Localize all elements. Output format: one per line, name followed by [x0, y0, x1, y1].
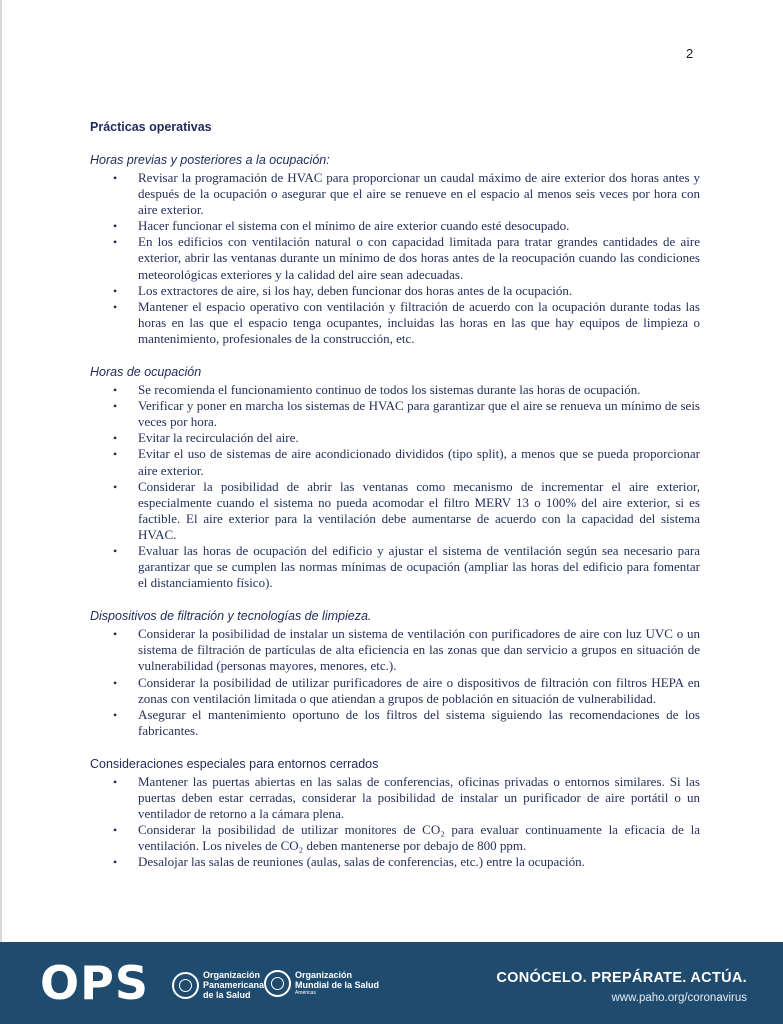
bullet-icon: •: [113, 447, 118, 462]
bullet-icon: •: [113, 855, 118, 870]
list-item: • Evaluar las horas de ocupación del edificio y ajustar el sistema de ventilación según sea necesario para garantizar que se cumplen las normas mínimas de ocupación (ampliar las horas del edificio para fomentar el distanciamiento físico).: [113, 542, 700, 591]
footer-banner: [0, 942, 783, 1024]
page-number: 2: [686, 46, 694, 61]
page-edge: [0, 0, 2, 942]
website-link[interactable]: www.paho.org/coronavirus: [611, 992, 747, 1004]
list-item: • Se recomienda el funcionamiento continuo de todos los sistemas durante las horas de ocupación.: [113, 382, 641, 398]
bullet-list: [90, 626, 700, 739]
campaign-slogan: CONÓCELO. PREPÁRATE. ACTÚA.: [496, 970, 747, 986]
subsection-heading: Consideraciones especiales para entornos cerrados: [90, 756, 379, 771]
section-pre-post-occupancy: [90, 153, 700, 347]
list-item: • Verificar y poner en marcha los sistemas de HVAC para garantizar que el aire se renueva un mínimo de seis veces por hora.: [113, 398, 700, 430]
document-content: [90, 120, 700, 888]
bullet-list: [90, 170, 700, 347]
bullet-icon: •: [113, 543, 118, 558]
bullet-icon: •: [113, 774, 118, 789]
paho-emblem-icon: [172, 972, 199, 999]
list-item: • Asegurar el mantenimiento oportuno de los filtros del sistema siguiendo las recomendaciones de los fabricantes.: [113, 706, 700, 738]
subsection-heading: Horas previas y posteriores a la ocupación:: [90, 153, 330, 167]
list-item: • Mantener el espacio operativo con ventilación y filtración de acuerdo con la ocupación durante todas las horas en las que el espacio tenga ocupantes, incluidas las horas en las que hay equipos de limpieza o mantenimiento, profesionales de la construcción, etc.: [113, 298, 700, 346]
who-logo: [264, 970, 379, 997]
paho-logo: [172, 970, 264, 1000]
list-item: • Desalojar las salas de reuniones (aulas, salas de conferencias, etc.) entre la ocupación.: [113, 854, 585, 870]
bullet-icon: •: [113, 299, 118, 314]
section-title: Prácticas operativas: [90, 120, 212, 134]
subsection-heading: Horas de ocupación: [90, 365, 202, 380]
list-item: • Mantener las puertas abiertas en las salas de conferencias, oficinas privadas o entornos similares. Si las puertas deben estar cerradas, considerar la posibilidad de instalar un purificador de aire portátil o un ventilador de retorno a la cámara plena.: [113, 773, 700, 822]
ops-logo: OPS: [40, 956, 149, 1010]
list-item: • Los extractores de aire, si los hay, deben funcionar dos horas antes de la ocupación.: [113, 282, 573, 298]
bullet-icon: •: [113, 283, 118, 298]
list-item: • Considerar la posibilidad de utilizar monitores de CO₂ para evaluar continuamente la eficacia de la ventilación. Los niveles de CO₂ deben mantenerse por debajo de 800 ppm.: [113, 822, 700, 854]
bullet-icon: •: [113, 171, 118, 185]
bullet-list: [90, 774, 700, 871]
list-item: • Evitar la recirculación del aire.: [113, 430, 299, 446]
bullet-icon: •: [113, 479, 118, 494]
list-item: • Considerar la posibilidad de utilizar purificadores de aire o dispositivos de filtración con filtros HEPA en zonas con ventilación limitada o que atiendan a grupos de población en situación de vulnerabilidad.: [113, 674, 700, 706]
bullet-icon: •: [113, 219, 118, 234]
bullet-icon: •: [113, 675, 118, 690]
list-item: • Evitar el uso de sistemas de aire acondicionado divididos (tipo split), a menos que se pueda proporcionar aire exterior.: [113, 446, 700, 478]
bullet-icon: •: [113, 399, 118, 414]
list-item: • Hacer funcionar el sistema con el mínimo de aire exterior cuando esté desocupado.: [113, 218, 570, 234]
section-filtration-devices: [90, 609, 700, 739]
bullet-icon: •: [113, 431, 118, 446]
list-item: • Revisar la programación de HVAC para proporcionar un caudal máximo de aire exterior dos horas antes y después de la ocupación o asegurar que el aire se renueve en el espacio al menos seis veces por hora con aire exterior.: [113, 170, 700, 218]
bullet-icon: •: [113, 235, 118, 250]
section-occupancy-hours: [90, 365, 700, 591]
list-item: • Considerar la posibilidad de abrir las ventanas como mecanismo de incrementar el aire exterior, especialmente cuando el sistema no pueda acomodar el filtro MERV 13 o 100% del aire exterior, si es factible. El aire exterior para la ventilación debe aumentarse de acuerdo con la capacidad del sistema HVAC.: [113, 478, 700, 542]
who-name: Organización Mundial de la Salud Américas: [295, 970, 380, 996]
bullet-icon: •: [113, 823, 118, 838]
bullet-icon: •: [113, 707, 118, 722]
list-item: • En los edificios con ventilación natural o con capacidad limitada para tratar grandes cantidades de aire exterior, abrir las ventanas durante un mínimo de dos horas antes de la reocupación cuando las condiciones meteorológicas exteriores y la calidad del aire sean adecuadas.: [113, 234, 700, 282]
section-enclosed-environments: [90, 757, 700, 871]
bullet-icon: •: [113, 627, 118, 642]
list-item: • Considerar la posibilidad de instalar un sistema de ventilación con purificadores de aire con luz UVC o un sistema de filtración de partículas de alta eficiencia en las zonas que dan servicio a grupos en situación de vulnerabilidad (personas mayores, menores, etc.).: [113, 626, 700, 674]
bullet-list: [90, 382, 700, 591]
bullet-icon: •: [113, 383, 118, 398]
paho-name: Organización Panamericana de la Salud: [203, 970, 265, 1000]
subsection-heading: Dispositivos de filtración y tecnologías de limpieza.: [90, 609, 372, 624]
who-emblem-icon: [264, 970, 291, 997]
